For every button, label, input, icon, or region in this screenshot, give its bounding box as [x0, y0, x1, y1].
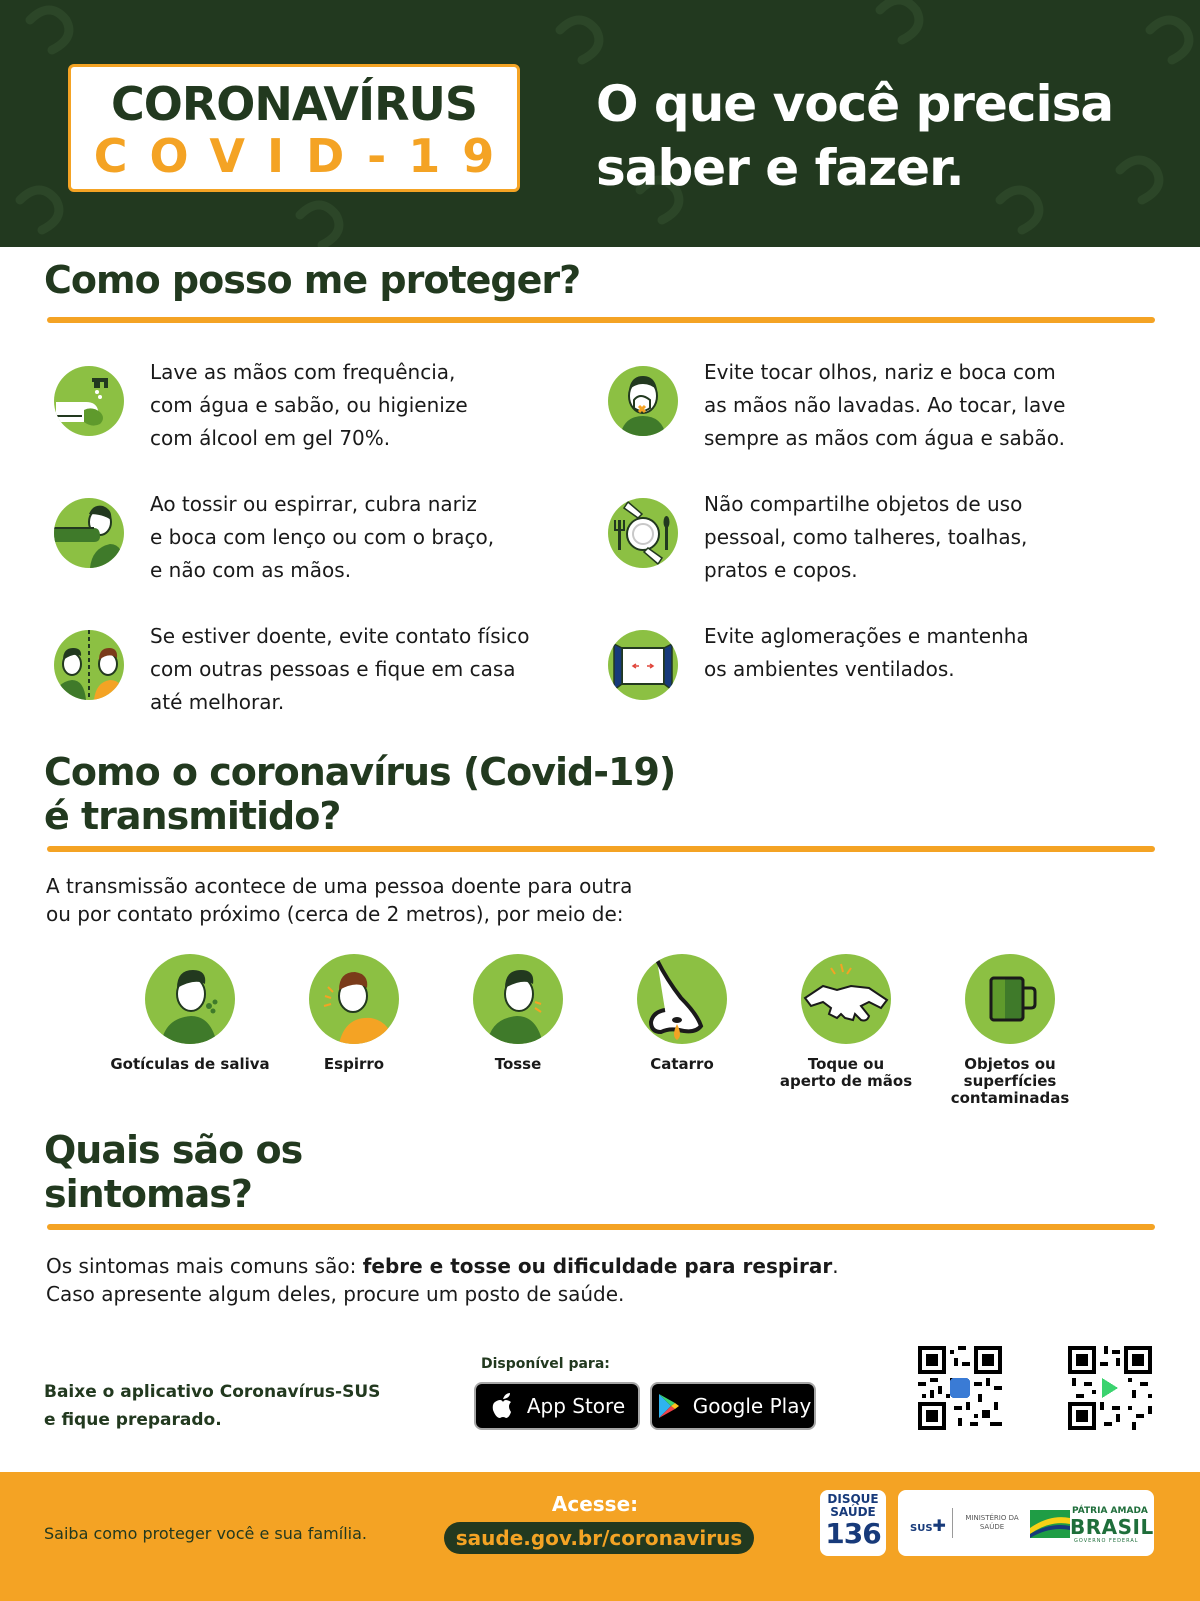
apple-icon — [489, 1392, 517, 1420]
tip-text: Evite aglomerações e mantenha os ambientes ventilados. — [704, 624, 1029, 681]
transmission-label: Objetos ou superfícies contaminadas — [950, 1055, 1070, 1107]
saliva-droplets-icon — [145, 954, 235, 1044]
mucus-icon — [637, 954, 727, 1044]
coronavirus-logo — [68, 64, 520, 192]
protect-tip — [600, 620, 1120, 720]
header-banner — [0, 0, 1200, 247]
no-sharing-icon — [608, 498, 678, 568]
tip-text: Não compartilhe objetos de uso pessoal, como talheres, toalhas, pratos e copos. — [704, 492, 1028, 582]
transmission-label: Toque ou aperto de mãos — [779, 1055, 913, 1090]
footer-tagline: Saiba como proteger você e sua família. — [44, 1524, 367, 1543]
transmission-item — [930, 954, 1090, 1107]
app-store-qr-code[interactable] — [918, 1346, 1002, 1430]
handwashing-icon — [54, 366, 124, 436]
mug-icon — [965, 954, 1055, 1044]
handshake-icon — [801, 954, 891, 1044]
symptoms-divider — [47, 1224, 1155, 1230]
transmission-label: Espirro — [323, 1055, 385, 1073]
protect-tip — [46, 356, 566, 456]
protect-tip — [46, 488, 566, 588]
symptoms-highlight: febre e tosse ou dificuldade para respirar — [362, 1254, 833, 1278]
logo-title: CORONAVÍRUS — [111, 77, 477, 131]
available-label: Disponível para: — [481, 1356, 610, 1372]
tip-text: Se estiver doente, evite contato físico com outras pessoas e fique em casa até melhorar. — [150, 624, 530, 714]
brasil-label: BRASIL — [1070, 1515, 1154, 1539]
app-store-button[interactable]: App Store — [474, 1382, 640, 1430]
transmission-item — [438, 954, 598, 1073]
brazil-flag-icon — [1030, 1510, 1070, 1538]
access-label: Acesse: — [551, 1492, 639, 1516]
cough-icon — [473, 954, 563, 1044]
protect-divider — [47, 317, 1155, 323]
protect-tip — [600, 488, 1120, 588]
cough-elbow-icon — [54, 498, 124, 568]
governo-federal-label: GOVERNO FEDERAL — [1074, 1538, 1139, 1544]
tip-text: Lave as mãos com frequência, com água e sabão, ou higienize com álcool em gel 70%. — [150, 360, 468, 450]
transmission-item — [274, 954, 434, 1073]
transmission-item — [110, 954, 270, 1073]
page-title: O que você precisa saber e fazer. — [596, 75, 1114, 197]
transmission-label: Catarro — [650, 1055, 714, 1073]
logo-separator — [952, 1508, 953, 1538]
tip-text: Evite tocar olhos, nariz e boca com as mãos não lavadas. Ao tocar, lave sempre as mãos com água e sabão. — [704, 360, 1066, 450]
footer-bar — [0, 1472, 1200, 1601]
sneeze-icon — [309, 954, 399, 1044]
ventilated-window-icon — [608, 630, 678, 700]
patria-amada-label: PÁTRIA AMADA — [1072, 1506, 1148, 1516]
disque-saude-badge: DISQUE SAÚDE 136 — [820, 1490, 886, 1556]
symptoms-heading: Quais são os sintomas? — [44, 1128, 303, 1216]
symptoms-text: Os sintomas mais comuns são: febre e tosse ou dificuldade para respirar. Caso apresente algum deles, procure um posto de saúde. — [46, 1254, 839, 1306]
transmission-divider — [47, 846, 1155, 852]
website-link[interactable]: saude.gov.br/coronavirus — [444, 1522, 754, 1554]
hotline-number: 136 — [825, 1517, 881, 1550]
google-play-button[interactable]: Google Play — [650, 1382, 816, 1430]
no-face-touch-icon — [608, 366, 678, 436]
transmission-intro: A transmissão acontece de uma pessoa doente para outra ou por contato próximo (cerca de 2 metros), por meio de: — [46, 874, 633, 926]
google-play-icon — [655, 1392, 683, 1420]
transmission-label: Tosse — [494, 1055, 542, 1073]
transmission-label: Gotículas de saliva — [110, 1055, 270, 1073]
ministry-logo: MINISTÉRIO DA SAÚDE — [965, 1514, 1019, 1531]
distancing-icon — [54, 630, 124, 700]
google-play-qr-code[interactable] — [1068, 1346, 1152, 1430]
transmission-heading: Como o coronavírus (Covid-19) é transmitido? — [44, 750, 676, 838]
app-download-cta: Baixe o aplicativo Coronavírus-SUS e fique preparado. — [44, 1382, 381, 1430]
protect-tip — [600, 356, 1120, 456]
logo-subtitle: COVID-19 — [93, 129, 517, 183]
protect-tip — [46, 620, 566, 720]
protect-heading: Como posso me proteger? — [44, 258, 581, 302]
transmission-item — [602, 954, 762, 1073]
tip-text: Ao tossir ou espirrar, cubra nariz e boca com lenço ou com o braço, e não com as mãos. — [150, 492, 495, 582]
sus-logo: SUS✚ — [910, 1516, 946, 1535]
government-logos — [898, 1490, 1154, 1556]
transmission-item — [766, 954, 926, 1090]
